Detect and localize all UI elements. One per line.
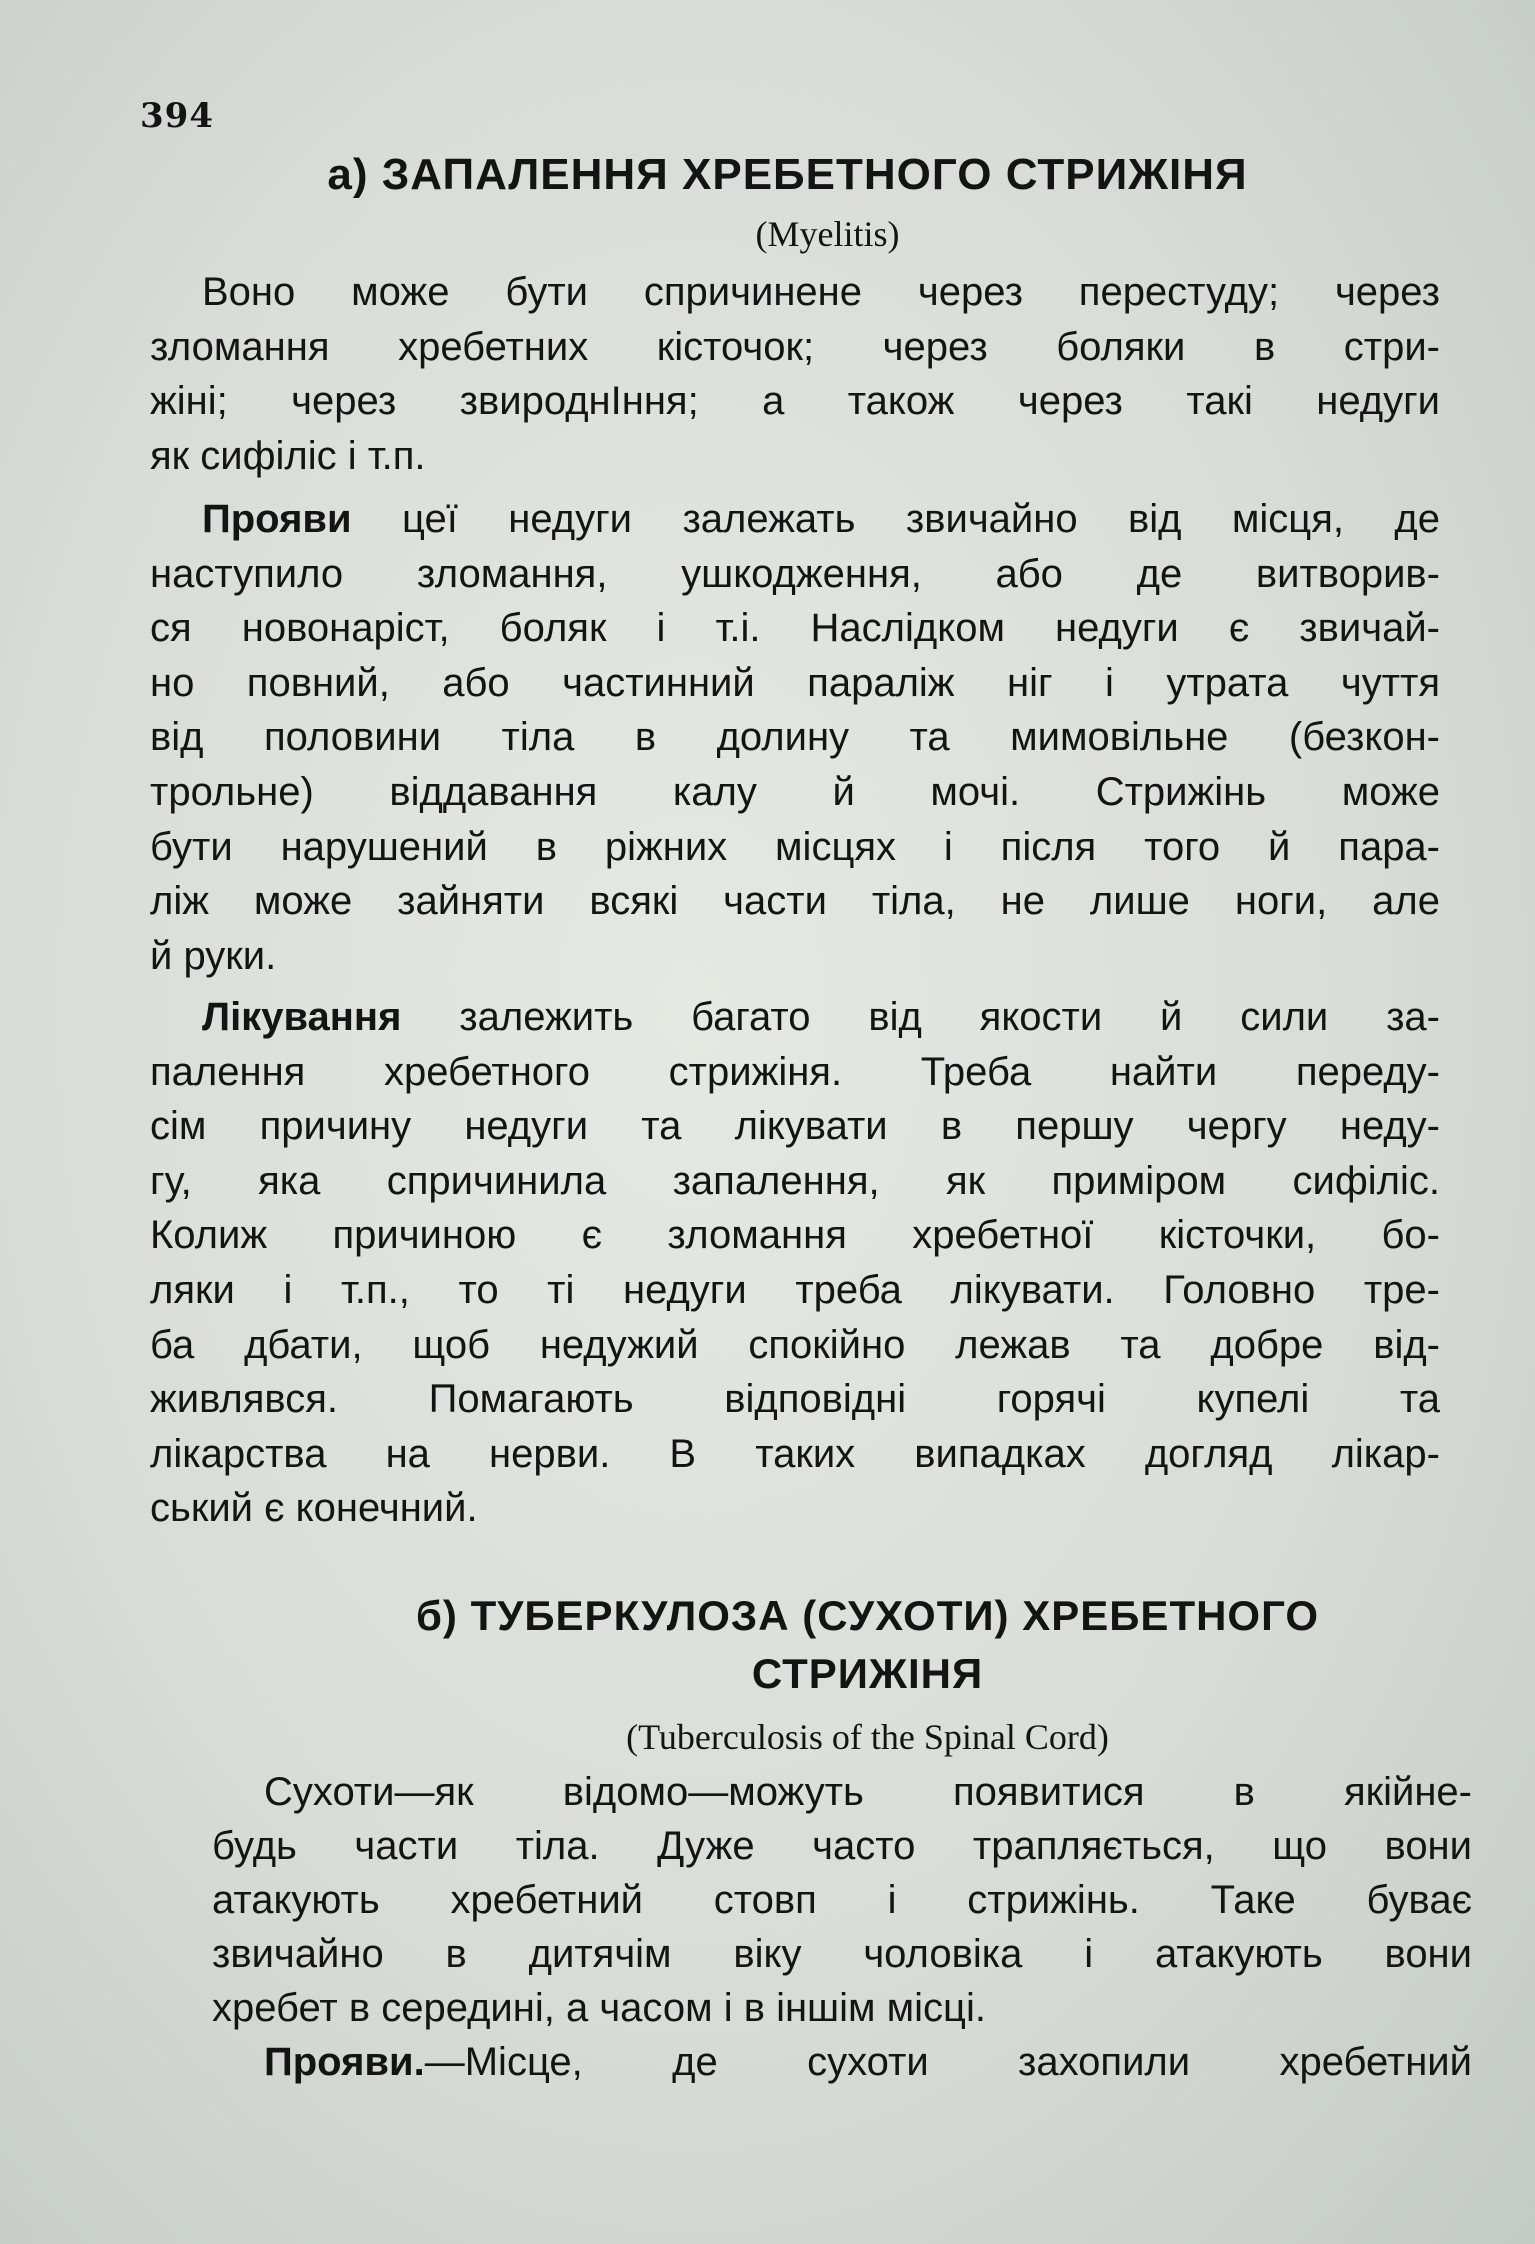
text-line: від половини тіла в долину та мимовільне (безкон- [150,715,1440,760]
bold-lead: Прояви [202,497,352,541]
section-a-paragraph-1 [150,265,1440,483]
line-text: —Місце, де сухоти захопили хребетний [424,2040,1472,2084]
text-line: жіні; через звироднІння; а також через такі недуги [150,379,1440,424]
line-text: залежить багато від якости й сили за- [401,995,1440,1039]
text-line: будь части тіла. Дуже часто трапляється, що вони [212,1824,1472,1868]
text-line: Воно може бути спричинене через перестуду; через [202,270,1440,314]
bold-lead: Прояви. [264,2040,425,2084]
text-line: но повний, або частинний параліж ніг і утрата чуття [150,660,1440,705]
section-a-paragraph-2 [150,492,1440,983]
section-b-title-line-2: СТРИЖІНЯ [751,1650,984,1697]
text-line [150,492,1440,547]
section-a-title: а) ЗАПАЛЕННЯ ХРЕБЕТНОГО СТРИЖІНЯ [327,150,1248,199]
text-line: наступило зломання, ушкодження, або де витворив- [150,551,1440,596]
line-text: цеї недуги залежать звичайно від місця, де [351,497,1440,541]
text-line: гу, яка спричинила запалення, як приміром сифіліс. [150,1158,1440,1203]
section-a-subtitle: (Myelitis) [755,214,900,254]
text-line: ся новонаріст, боляк і т.і. Наслідком недуги є звичай- [150,606,1440,651]
text-line: палення хребетного стрижіня. Треба найти переду- [150,1049,1440,1094]
page-number: 394 [140,96,214,136]
text-line: Колиж причиною є зломання хребетної кісточки, бо- [150,1213,1440,1258]
text-line: Сухоти—як відомо—можуть появитися в якійне- [264,1770,1472,1814]
text-line: сім причину недуги та лікувати в першу чергу неду- [150,1104,1440,1149]
text-line: ліж може зайняти всякі части тіла, не лише ноги, але [150,879,1440,924]
text-line [150,990,1440,1045]
bold-lead: Лікування [202,995,402,1039]
text-line: зломання хребетних кісточок; через боляки в стри- [150,324,1440,369]
section-a-paragraph-3 [150,990,1440,1536]
text-line: бути нарушений в ріжних місцях і після того й пара- [150,824,1440,869]
text-line: ський є конечний. [150,1486,478,1531]
text-line [212,2035,1472,2089]
text-line: звичайно в дитячім віку чоловіка і атакують вони [212,1932,1472,1976]
section-b-subtitle: (Tuberculosis of the Spinal Cord) [626,1717,1109,1757]
text-line: як сифіліс і т.п. [150,433,426,478]
text-line: ба дбати, щоб недужий спокійно лежав та добре від- [150,1322,1440,1367]
section-b-title-line-1: б) ТУБЕРКУЛОЗА (СУХОТИ) ХРЕБЕТНОГО [415,1592,1320,1639]
text-line: й руки. [150,933,277,978]
text-line: трольне) віддавання калу й мочі. Стрижінь може [150,769,1440,814]
text-line: ляки і т.п., то ті недуги треба лікувати. Головно тре- [150,1267,1440,1312]
section-b-paragraph-2 [212,2035,1472,2089]
text-line: хребет в середині, а часом і в іншім місці. [212,1986,986,2030]
text-line: живлявся. Помагають відповідні горячі купелі та [150,1377,1440,1422]
section-b-paragraph-1 [212,1765,1472,2035]
text-line: лікарства на нерви. В таких випадках догляд лікар- [150,1431,1440,1476]
text-line: атакують хребетний стовп і стрижінь. Таке буває [212,1878,1472,1922]
